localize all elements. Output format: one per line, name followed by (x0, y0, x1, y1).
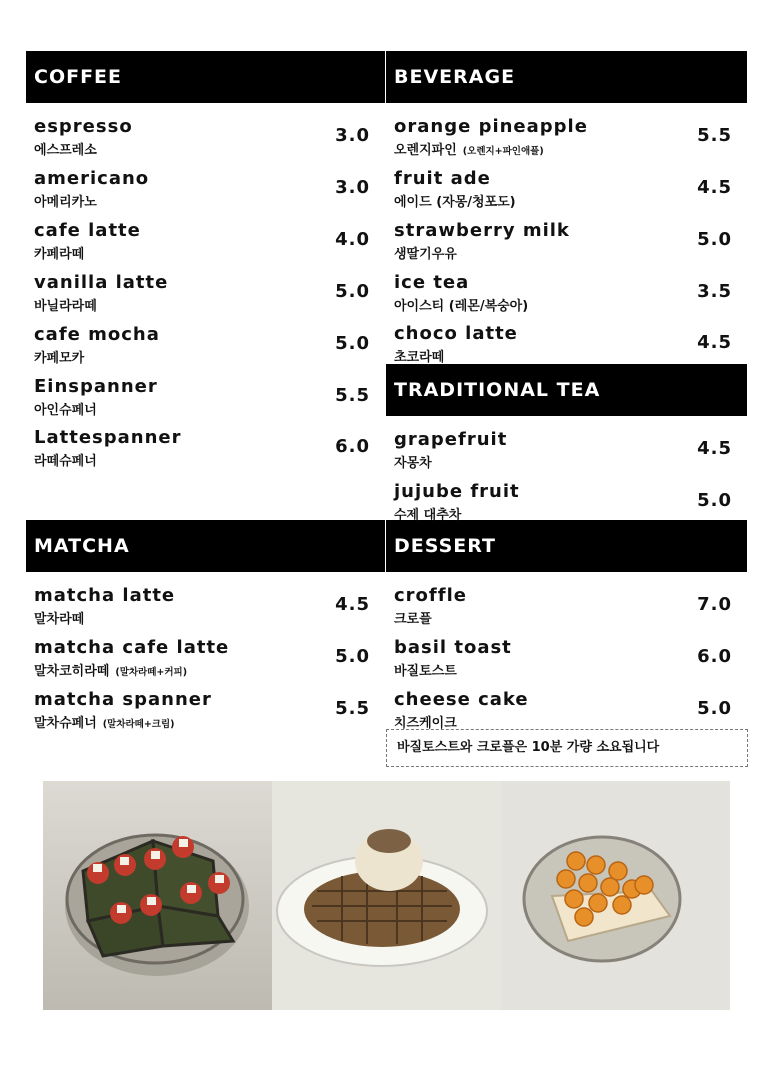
dessert-header: DESSERT (386, 520, 747, 572)
item-name-en: cafe mocha (34, 324, 160, 345)
item-price: 4.0 (335, 229, 370, 250)
item-name-en: Einspanner (34, 376, 158, 397)
item-name-ko: 아인슈페너 (34, 403, 97, 418)
croffle-illustration (272, 781, 502, 1010)
menu-item-matcha-cafe-latte (26, 631, 372, 683)
item-name-ko: 에이드 (자몽/청포도) (394, 195, 516, 210)
item-name-en: croffle (394, 585, 467, 606)
menu-item-cafe-mocha (26, 318, 372, 370)
croffle-photo (272, 781, 502, 1010)
item-price: 5.5 (335, 385, 370, 406)
menu-item-espresso (26, 110, 372, 162)
menu-item-matcha-latte (26, 579, 372, 631)
item-name-ko (394, 139, 544, 158)
item-name-en: matcha cafe latte (34, 637, 230, 658)
item-name-ko: 아메리카노 (34, 195, 97, 210)
menu-item-cheese-cake (386, 683, 734, 735)
item-price: 5.0 (335, 333, 370, 354)
item-name-en: cheese cake (394, 689, 529, 710)
item-name-en: Lattespanner (34, 427, 182, 448)
item-name-en: ice tea (394, 272, 470, 293)
cheese-cake-photo (502, 781, 730, 1010)
item-price: 5.0 (697, 229, 732, 250)
item-note: (말차라떼+크림) (102, 719, 175, 730)
menu-item-vanilla-latte (26, 266, 372, 318)
menu-item-ice-tea (386, 266, 734, 318)
item-name-en: choco latte (394, 323, 518, 344)
menu-item-croffle (386, 579, 734, 631)
item-name-ko: 말차라떼 (34, 612, 85, 627)
menu-item-grapefruit (386, 423, 734, 475)
basil-toast-photo (43, 781, 272, 1010)
item-note: (오렌지+파인애플) (462, 146, 544, 157)
cheese-cake-illustration (502, 781, 730, 1010)
item-name-en: cafe latte (34, 220, 141, 241)
item-price: 3.0 (335, 125, 370, 146)
menu-item-lattespanner (26, 421, 372, 473)
menu-item-americano (26, 162, 372, 214)
item-name-ko-text: 오렌지파인 (394, 143, 457, 158)
item-name-en: matcha spanner (34, 689, 212, 710)
item-name-en: vanilla latte (34, 272, 169, 293)
item-name-ko: 자몽차 (394, 456, 432, 471)
menu-item-fruit-ade (386, 162, 734, 214)
item-name-ko: 아이스티 (레몬/복숭아) (394, 299, 529, 314)
item-price: 4.5 (697, 332, 732, 353)
item-name-ko (34, 712, 175, 731)
item-price: 5.0 (697, 698, 732, 719)
item-name-en: espresso (34, 116, 133, 137)
menu-item-strawberry-milk (386, 214, 734, 266)
menu-item-jujube-fruit (386, 475, 734, 527)
item-price: 6.0 (697, 646, 732, 667)
item-name-en: matcha latte (34, 585, 176, 606)
item-price: 3.5 (697, 281, 732, 302)
dessert-wait-notice: 바질토스트와 크로플은 10분 가량 소요됩니다 (386, 729, 748, 767)
item-name-ko (34, 660, 187, 679)
menu-item-cafe-latte (26, 214, 372, 266)
item-name-en: strawberry milk (394, 220, 570, 241)
item-name-en: grapefruit (394, 429, 508, 450)
item-price: 3.0 (335, 177, 370, 198)
menu-item-matcha-spanner (26, 683, 372, 735)
item-name-en: basil toast (394, 637, 512, 658)
traditional-tea-header: TRADITIONAL TEA (386, 364, 747, 416)
item-name-ko: 생딸기우유 (394, 247, 457, 262)
item-price: 7.0 (697, 594, 732, 615)
item-price: 4.5 (697, 438, 732, 459)
basil-toast-illustration (43, 781, 272, 1010)
item-name-en: orange pineapple (394, 116, 588, 137)
item-price: 5.5 (335, 698, 370, 719)
menu-item-choco-latte (386, 317, 734, 369)
item-name-ko: 카페모카 (34, 351, 85, 366)
item-name-ko: 바질토스트 (394, 664, 457, 679)
menu-item-orange-pineapple (386, 110, 734, 162)
item-name-en: jujube fruit (394, 481, 520, 502)
item-name-en: americano (34, 168, 150, 189)
item-name-ko: 크로플 (394, 612, 432, 627)
menu-item-basil-toast (386, 631, 734, 683)
item-name-ko: 라떼슈페너 (34, 454, 97, 469)
matcha-header: MATCHA (26, 520, 385, 572)
item-price: 5.0 (335, 281, 370, 302)
item-name-ko: 수제 대추차 (394, 508, 462, 523)
menu-item-einspanner (26, 370, 372, 422)
item-name-ko-text: 말차코히라떼 (34, 664, 110, 679)
item-note: (말차라떼+커피) (115, 667, 188, 678)
item-price: 4.5 (697, 177, 732, 198)
coffee-header: COFFEE (26, 51, 385, 103)
item-name-ko: 치즈케이크 (394, 716, 457, 731)
item-price: 5.5 (697, 125, 732, 146)
item-price: 5.0 (335, 646, 370, 667)
item-price: 5.0 (697, 490, 732, 511)
item-name-ko: 초코라떼 (394, 350, 445, 365)
item-name-ko-text: 말차슈페너 (34, 716, 97, 731)
item-name-ko: 바닐라라떼 (34, 299, 97, 314)
item-name-ko: 에스프레소 (34, 143, 97, 158)
beverage-header: BEVERAGE (386, 51, 747, 103)
item-price: 4.5 (335, 594, 370, 615)
item-price: 6.0 (335, 436, 370, 457)
item-name-en: fruit ade (394, 168, 491, 189)
item-name-ko: 카페라떼 (34, 247, 85, 262)
